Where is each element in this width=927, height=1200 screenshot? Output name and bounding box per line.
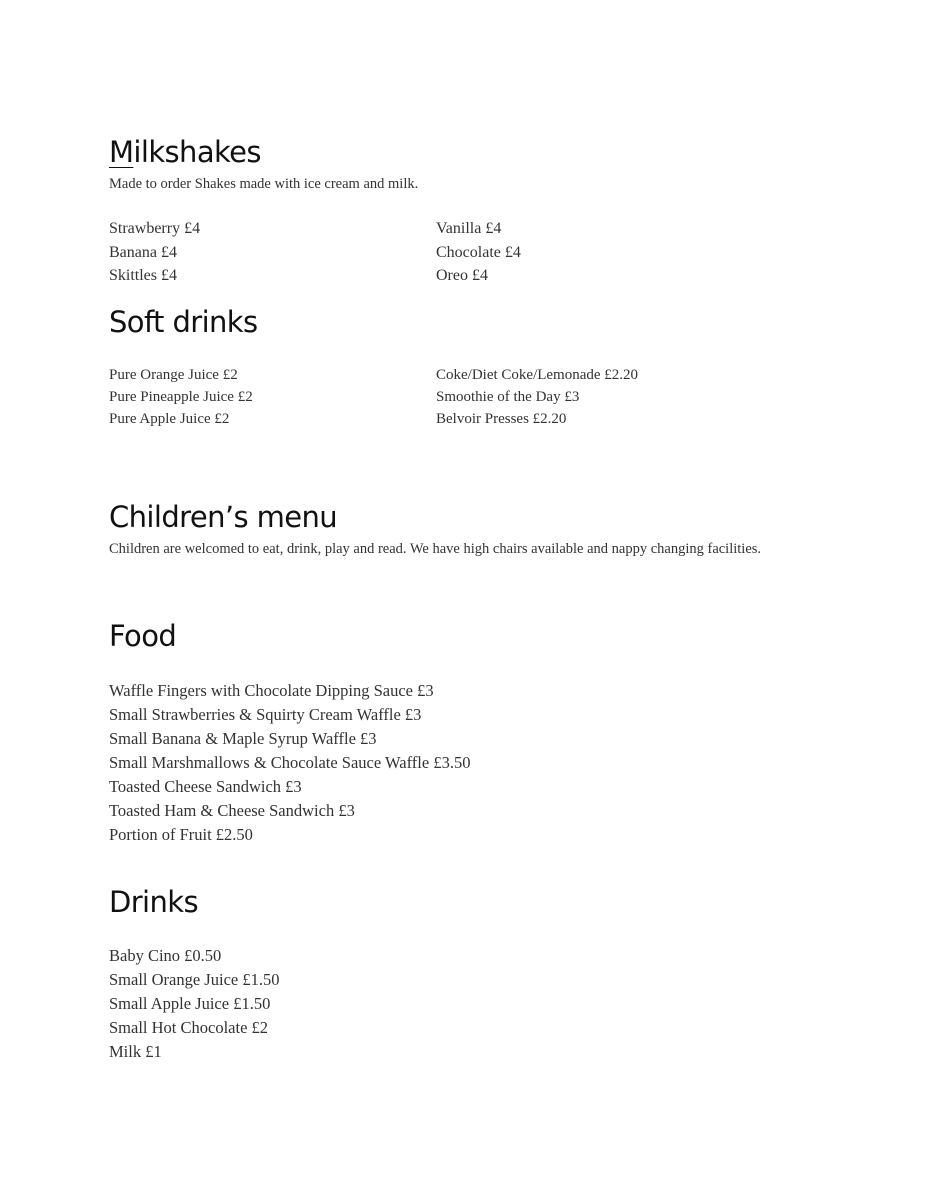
menu-item: Pure Orange Juice £2 [109, 367, 238, 383]
food-heading: Food [109, 619, 177, 653]
soft-drinks-list-left [109, 364, 253, 430]
drinks-heading: Drinks [109, 885, 198, 919]
menu-item: Vanilla £4 [436, 220, 502, 237]
drinks-list [109, 944, 279, 1064]
milkshakes-heading-initial: M [109, 135, 134, 169]
menu-item: Small Banana & Maple Syrup Waffle £3 [109, 729, 377, 748]
menu-item: Smoothie of the Day £3 [436, 389, 580, 405]
menu-item: Toasted Ham & Cheese Sandwich £3 [109, 801, 355, 820]
menu-item: Small Hot Chocolate £2 [109, 1018, 269, 1037]
childrens-menu-description: Children are welcomed to eat, drink, play and read. We have high chairs available and nappy changing facilities. [109, 541, 762, 557]
milkshakes-heading-rest: ilkshakes [133, 135, 261, 169]
milkshakes-heading [109, 135, 261, 169]
menu-item: Toasted Cheese Sandwich £3 [109, 777, 302, 796]
milkshakes-list-right [436, 217, 521, 288]
menu-item: Small Marshmallows & Chocolate Sauce Waffle £3.50 [109, 753, 471, 772]
menu-item: Baby Cino £0.50 [109, 946, 222, 965]
menu-item: Waffle Fingers with Chocolate Dipping Sauce £3 [109, 681, 434, 700]
menu-item: Belvoir Presses £2.20 [436, 411, 567, 427]
menu-item: Coke/Diet Coke/Lemonade £2.20 [436, 367, 639, 383]
menu-item: Pure Pineapple Juice £2 [109, 389, 253, 405]
menu-item: Small Strawberries & Squirty Cream Waffle £3 [109, 705, 422, 724]
menu-item: Portion of Fruit £2.50 [109, 825, 253, 844]
menu-item: Strawberry £4 [109, 220, 201, 237]
menu-item: Milk £1 [109, 1042, 162, 1061]
menu-item: Oreo £4 [436, 267, 488, 284]
food-list [109, 679, 470, 847]
menu-item: Small Apple Juice £1.50 [109, 994, 271, 1013]
menu-item: Small Orange Juice £1.50 [109, 970, 280, 989]
childrens-menu-heading: Children’s menu [109, 500, 338, 534]
menu-item: Chocolate £4 [436, 243, 521, 261]
soft-drinks-list-right [436, 364, 638, 430]
menu-item: Pure Apple Juice £2 [109, 411, 230, 427]
menu-item: Banana £4 [109, 243, 177, 261]
milkshakes-list-left [109, 217, 200, 288]
menu-item: Skittles £4 [109, 267, 178, 284]
soft-drinks-heading: Soft drinks [109, 305, 258, 339]
milkshakes-description: Made to order Shakes made with ice cream and milk. [109, 176, 419, 192]
